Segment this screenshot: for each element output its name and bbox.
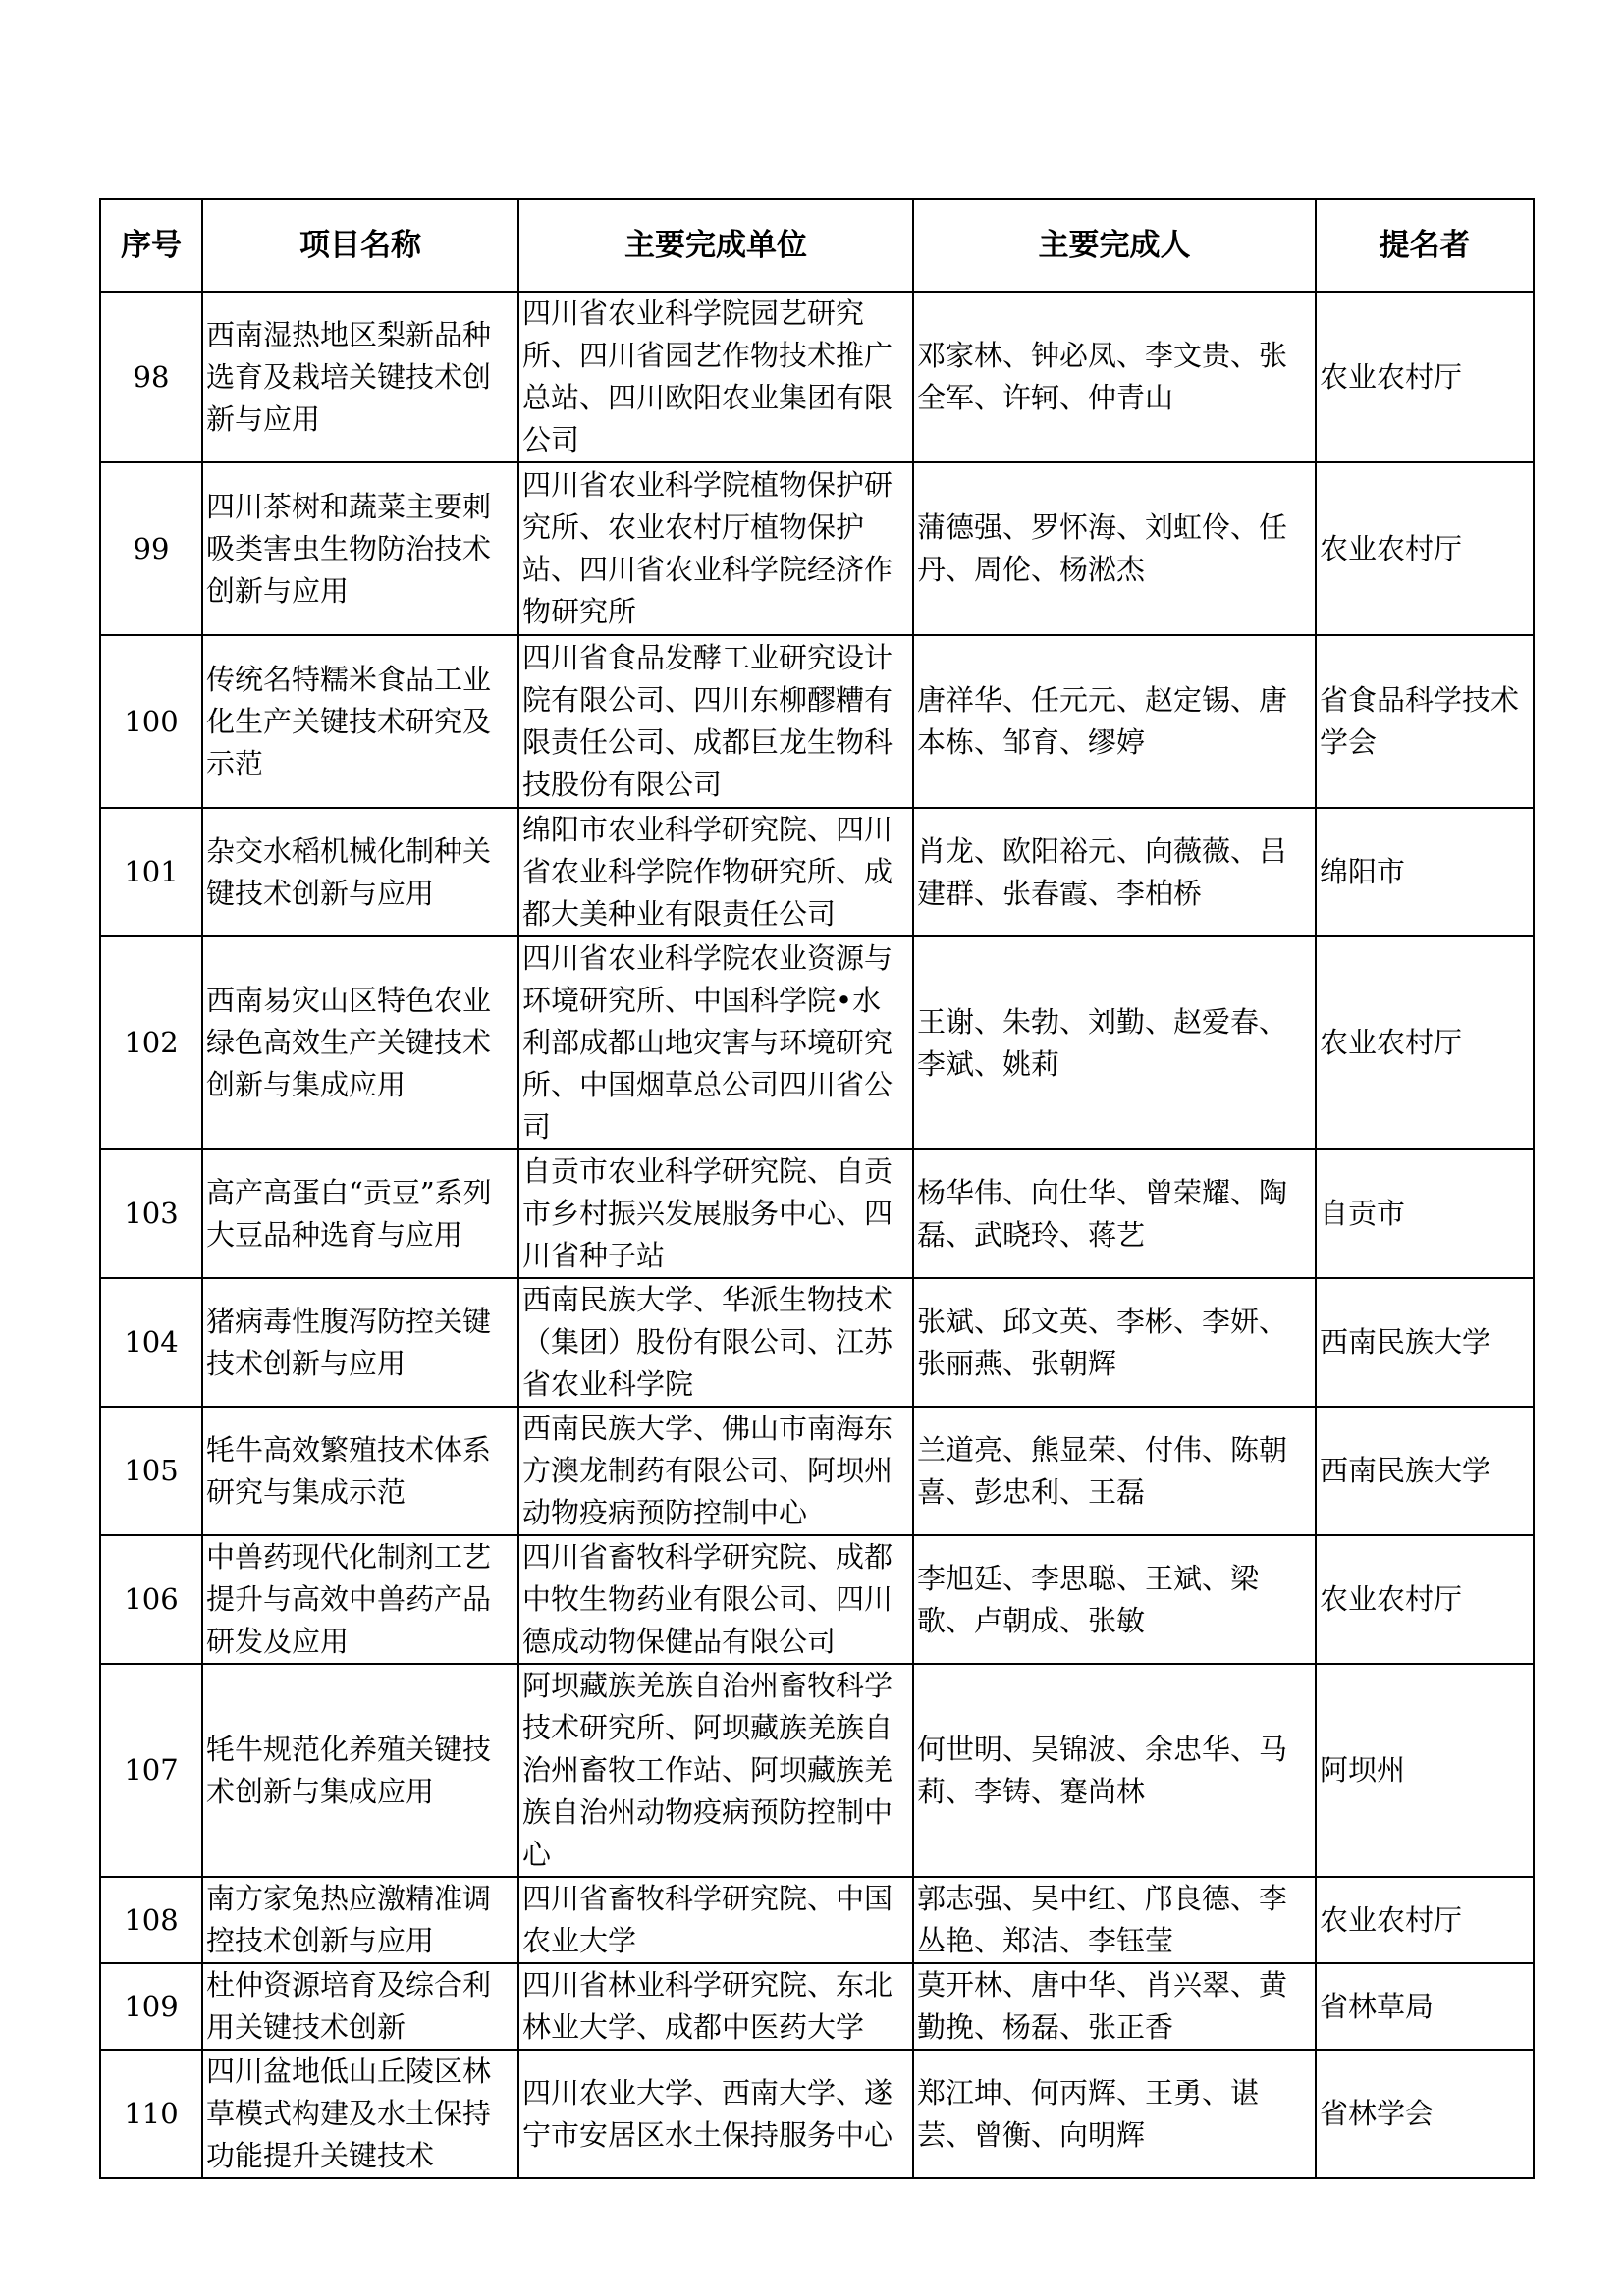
cell-no: 109 [100, 1963, 202, 2050]
cell-persons: 唐祥华、任元元、赵定锡、唐本栋、邹育、缪婷 [913, 635, 1316, 808]
cell-persons: 兰道亮、熊显荣、付伟、陈朝喜、彭忠利、王磊 [913, 1407, 1316, 1535]
cell-persons: 莫开林、唐中华、肖兴翠、黄勤挽、杨磊、张正香 [913, 1963, 1316, 2050]
cell-nominator: 省食品科学技术学会 [1316, 635, 1534, 808]
cell-units: 四川农业大学、西南大学、遂宁市安居区水土保持服务中心 [518, 2050, 913, 2178]
awards-table [99, 198, 1535, 2179]
cell-no: 108 [100, 1877, 202, 1963]
cell-no: 106 [100, 1535, 202, 1664]
table-row [100, 1963, 1534, 2050]
table-row [100, 635, 1534, 808]
cell-project: 传统名特糯米食品工业化生产关键技术研究及示范 [202, 635, 518, 808]
cell-no: 104 [100, 1278, 202, 1407]
cell-units: 西南民族大学、佛山市南海东方澳龙制药有限公司、阿坝州动物疫病预防控制中心 [518, 1407, 913, 1535]
cell-project: 中兽药现代化制剂工艺提升与高效中兽药产品研发及应用 [202, 1535, 518, 1664]
header-project: 项目名称 [202, 199, 518, 292]
cell-nominator: 农业农村厅 [1316, 462, 1534, 635]
cell-units: 四川省畜牧科学研究院、中国农业大学 [518, 1877, 913, 1963]
table-row [100, 292, 1534, 462]
cell-no: 107 [100, 1664, 202, 1877]
table-row [100, 1407, 1534, 1535]
table-row [100, 1535, 1534, 1664]
cell-units: 四川省农业科学院农业资源与环境研究所、中国科学院•水利部成都山地灾害与环境研究所、中国烟草总公司四川省公司 [518, 936, 913, 1149]
cell-nominator: 省林学会 [1316, 2050, 1534, 2178]
cell-no: 103 [100, 1149, 202, 1278]
table-row [100, 808, 1534, 936]
table-header-row [100, 199, 1534, 292]
cell-persons: 李旭廷、李思聪、王斌、梁歌、卢朝成、张敏 [913, 1535, 1316, 1664]
cell-units: 阿坝藏族羌族自治州畜牧科学技术研究所、阿坝藏族羌族自治州畜牧工作站、阿坝藏族羌族自治州动物疫病预防控制中心 [518, 1664, 913, 1877]
cell-no: 98 [100, 292, 202, 462]
cell-no: 101 [100, 808, 202, 936]
cell-project: 牦牛高效繁殖技术体系研究与集成示范 [202, 1407, 518, 1535]
cell-project: 杂交水稻机械化制种关键技术创新与应用 [202, 808, 518, 936]
header-persons: 主要完成人 [913, 199, 1316, 292]
cell-project: 杜仲资源培育及综合利用关键技术创新 [202, 1963, 518, 2050]
cell-project: 四川盆地低山丘陵区林草模式构建及水土保持功能提升关键技术 [202, 2050, 518, 2178]
cell-units: 四川省农业科学院园艺研究所、四川省园艺作物技术推广总站、四川欧阳农业集团有限公司 [518, 292, 913, 462]
table-row [100, 2050, 1534, 2178]
cell-nominator: 农业农村厅 [1316, 936, 1534, 1149]
header-units: 主要完成单位 [518, 199, 913, 292]
cell-project: 猪病毒性腹泻防控关键技术创新与应用 [202, 1278, 518, 1407]
table-body [100, 292, 1534, 2178]
cell-persons: 何世明、吴锦波、余忠华、马莉、李铸、蹇尚林 [913, 1664, 1316, 1877]
cell-units: 四川省食品发酵工业研究设计院有限公司、四川东柳醪糟有限责任公司、成都巨龙生物科技股份有限公司 [518, 635, 913, 808]
cell-nominator: 西南民族大学 [1316, 1407, 1534, 1535]
table-row [100, 1664, 1534, 1877]
cell-project: 牦牛规范化养殖关键技术创新与集成应用 [202, 1664, 518, 1877]
table-row [100, 936, 1534, 1149]
cell-nominator: 农业农村厅 [1316, 292, 1534, 462]
cell-project: 高产高蛋白“贡豆”系列大豆品种选育与应用 [202, 1149, 518, 1278]
cell-units: 自贡市农业科学研究院、自贡市乡村振兴发展服务中心、四川省种子站 [518, 1149, 913, 1278]
cell-no: 100 [100, 635, 202, 808]
table-row [100, 1278, 1534, 1407]
cell-nominator: 阿坝州 [1316, 1664, 1534, 1877]
cell-no: 110 [100, 2050, 202, 2178]
cell-project: 西南湿热地区梨新品种选育及栽培关键技术创新与应用 [202, 292, 518, 462]
table-row [100, 1877, 1534, 1963]
cell-nominator: 省林草局 [1316, 1963, 1534, 2050]
cell-persons: 杨华伟、向仕华、曾荣耀、陶磊、武晓玲、蒋艺 [913, 1149, 1316, 1278]
cell-no: 105 [100, 1407, 202, 1535]
cell-persons: 邓家林、钟必凤、李文贵、张全军、许轲、仲青山 [913, 292, 1316, 462]
cell-project: 四川茶树和蔬菜主要刺吸类害虫生物防治技术创新与应用 [202, 462, 518, 635]
cell-units: 四川省林业科学研究院、东北林业大学、成都中医药大学 [518, 1963, 913, 2050]
header-nominator: 提名者 [1316, 199, 1534, 292]
table-row [100, 462, 1534, 635]
cell-no: 99 [100, 462, 202, 635]
cell-persons: 郭志强、吴中红、邝良德、李丛艳、郑洁、李钰莹 [913, 1877, 1316, 1963]
cell-units: 四川省畜牧科学研究院、成都中牧生物药业有限公司、四川德成动物保健品有限公司 [518, 1535, 913, 1664]
cell-persons: 郑江坤、何丙辉、王勇、谌芸、曾衡、向明辉 [913, 2050, 1316, 2178]
cell-nominator: 自贡市 [1316, 1149, 1534, 1278]
cell-nominator: 农业农村厅 [1316, 1535, 1534, 1664]
cell-units: 西南民族大学、华派生物技术（集团）股份有限公司、江苏省农业科学院 [518, 1278, 913, 1407]
table-row [100, 1149, 1534, 1278]
cell-persons: 王谢、朱勃、刘勤、赵爱春、李斌、姚莉 [913, 936, 1316, 1149]
cell-persons: 张斌、邱文英、李彬、李妍、张丽燕、张朝辉 [913, 1278, 1316, 1407]
cell-no: 102 [100, 936, 202, 1149]
cell-persons: 蒲德强、罗怀海、刘虹伶、任丹、周伦、杨淞杰 [913, 462, 1316, 635]
cell-nominator: 农业农村厅 [1316, 1877, 1534, 1963]
cell-units: 绵阳市农业科学研究院、四川省农业科学院作物研究所、成都大美种业有限责任公司 [518, 808, 913, 936]
cell-project: 西南易灾山区特色农业绿色高效生产关键技术创新与集成应用 [202, 936, 518, 1149]
header-no: 序号 [100, 199, 202, 292]
cell-project: 南方家兔热应激精准调控技术创新与应用 [202, 1877, 518, 1963]
cell-nominator: 西南民族大学 [1316, 1278, 1534, 1407]
cell-units: 四川省农业科学院植物保护研究所、农业农村厅植物保护站、四川省农业科学院经济作物研究所 [518, 462, 913, 635]
cell-persons: 肖龙、欧阳裕元、向薇薇、吕建群、张春霞、李柏桥 [913, 808, 1316, 936]
cell-nominator: 绵阳市 [1316, 808, 1534, 936]
